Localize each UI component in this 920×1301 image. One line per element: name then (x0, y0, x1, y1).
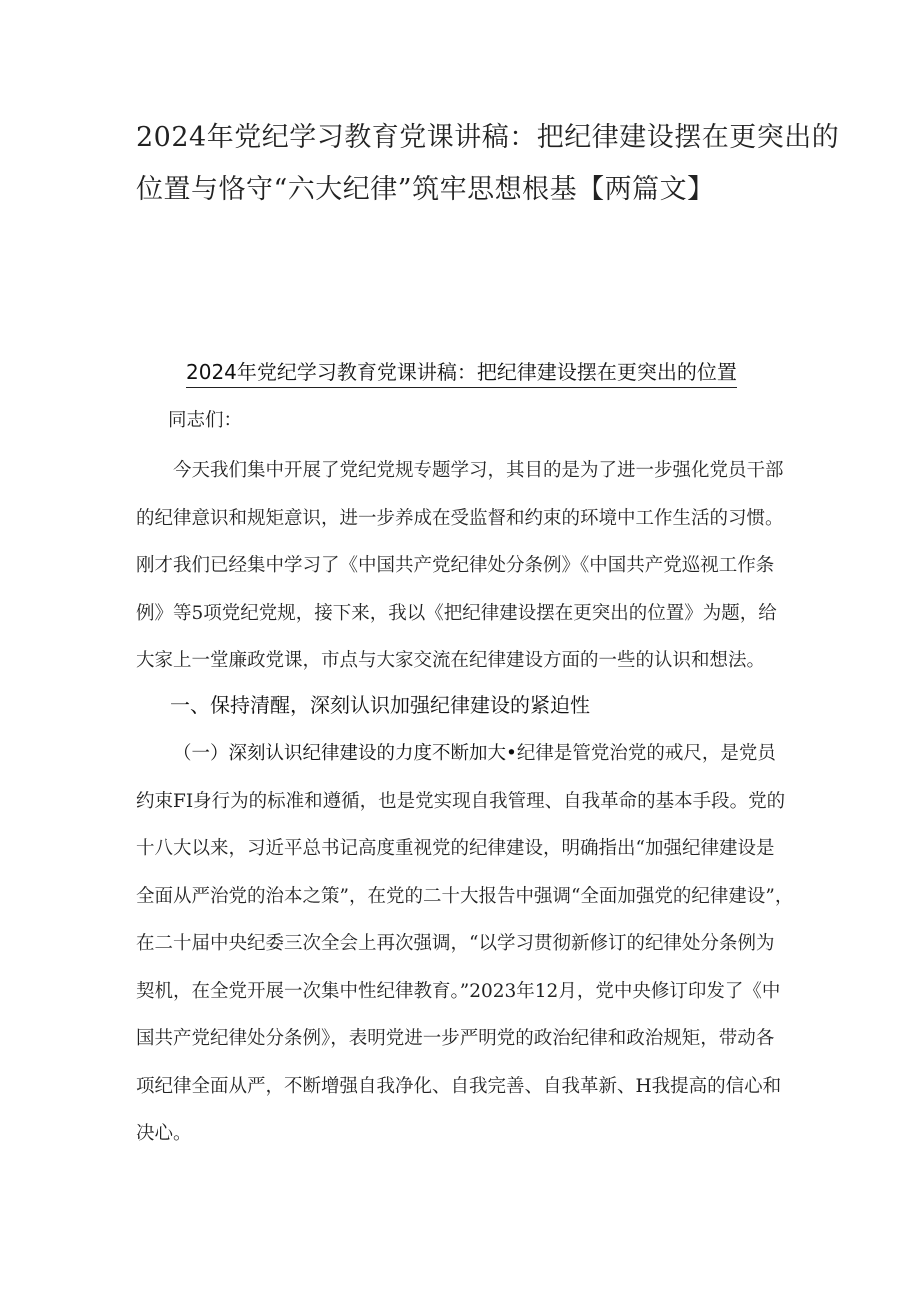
heading-level-1: 一、保持清醒，深刻认识加强纪律建设的紧迫性 (170, 693, 590, 717)
paragraph-line: 全面从严治党的治本之策”，在党的二十大报告中强调“全面加强党的纪律建设”， (136, 885, 794, 907)
paragraph-line: 国共产党纪律处分条例》，表明党进一步严明党的政治纪律和政治规矩，带动各 (136, 1028, 775, 1049)
document-title-line: 2024年党纪学习教育党课讲稿：把纪律建设摆在更突出的 (136, 122, 840, 153)
paragraph-line: 十八大以来，习近平总书记高度重视党的纪律建设，明确指出“加强纪律建设是 (136, 838, 775, 859)
paragraph-line: 项纪律全面从严，不断增强自我净化、自我完善、自我革新、H我提高的信心和 (136, 1075, 782, 1097)
paragraph-line: 约束FI身行为的标准和遵循，也是党实现自我管理、自我革命的基本手段。党的 (136, 790, 786, 812)
paragraph-line (136, 730, 786, 778)
document-title-line: 位置与恪守“六大纪律”筑牢思想根基【两篇文】 (136, 174, 715, 205)
salutation: 同志们： (168, 410, 243, 431)
intro-paragraph (136, 447, 786, 685)
paragraph-line: 例》等5项党纪党规，接下来，我以《把纪律建设摆在更突出的位置》为题，给 (136, 602, 777, 624)
subsection-heading: （一）深刻认识纪律建设的力度不断加大• (173, 743, 517, 764)
paragraph-line: 今天我们集中开展了党纪党规专题学习，其目的是为了进一步强化党员干部 (173, 460, 784, 481)
paragraph-line: 契机，在全党开展一次集中性纪律教育。”2023年12月，党中央修订印发了《中 (136, 980, 781, 1002)
paragraph-line: 的纪律意识和规矩意识，进一步养成在受监督和约束的环境中工作生活的习惯。 (136, 507, 784, 529)
document-title (136, 112, 840, 216)
paragraph-line: 在二十届中央纪委三次全会上再次强调，“以学习贯彻新修订的纪律处分条例为 (136, 933, 775, 954)
paragraph-line: 决心。 (136, 1123, 192, 1144)
paragraph-text: 纪律是管党治党的戒尺，是党员 (516, 743, 776, 764)
section-title: 2024年党纪学习教育党课讲稿：把纪律建设摆在更突出的位置 (186, 357, 737, 388)
paragraph-line: 刚才我们已经集中学习了《中国共产党纪律处分条例》《中国共产党巡视工作条 (136, 555, 775, 576)
subsection-paragraph (136, 730, 794, 1158)
paragraph-line: 大家上一堂廉政党课，市点与大家交流在纪律建设方面的一些的认识和想法。 (136, 650, 766, 671)
